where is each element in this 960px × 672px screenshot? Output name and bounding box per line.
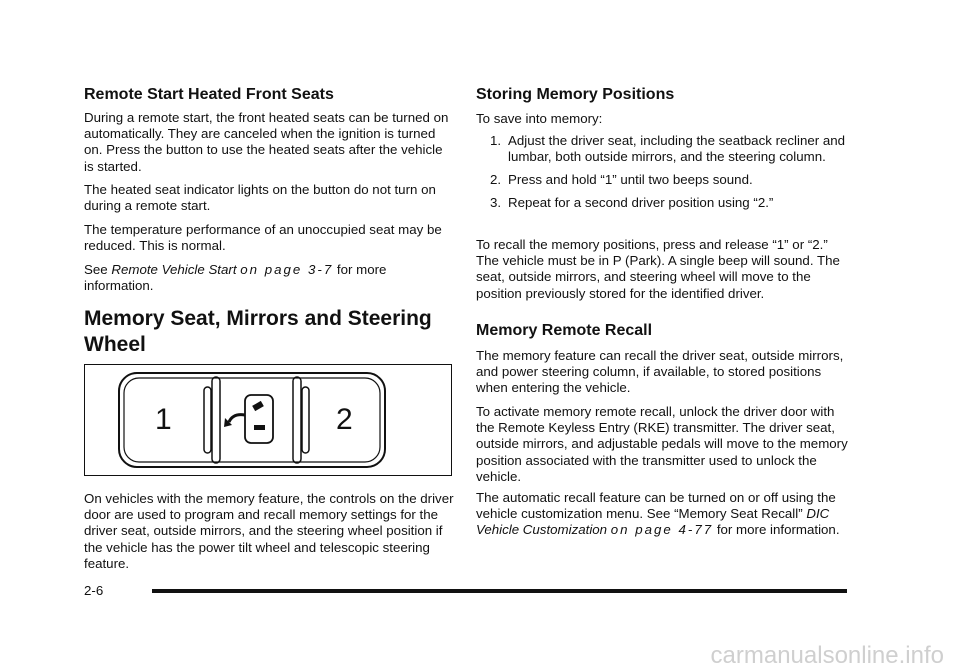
list-item <box>476 133 848 165</box>
storing-steps-list <box>476 133 848 217</box>
paragraph-automatic-recall <box>476 490 848 539</box>
memory-controls-figure <box>84 364 452 476</box>
see-rest-text: for more information. <box>84 262 387 294</box>
paragraph-see-reference <box>84 262 454 294</box>
paragraph-activate-remote-recall: To activate memory remote recall, unlock the driver door with the Remote Keyless Entry (RKE) transmitter. The driver seat, outside mirrors, and adjustable pedals will move to the memory position associated with the transmitter used to unlock the vehicle. <box>476 404 848 484</box>
automatic-recall-rest: for more information. <box>716 522 840 538</box>
divider-left-inner <box>212 377 220 463</box>
step-text: Repeat for a second driver position using “2.” <box>508 194 774 210</box>
reference-remote-vehicle-start[interactable]: Remote Vehicle Start <box>111 262 237 277</box>
exit-arrow-icon <box>229 415 245 422</box>
paragraph-remote-start-intro: During a remote start, the front heated seats can be turned on automatically. They are canceled when the ignition is turned on. Press the button to use the heated seats after the vehicle is started. <box>84 110 449 174</box>
seat-cushion-icon <box>254 425 265 430</box>
watermark: carmanualsonline.info <box>710 642 944 669</box>
step-number: 1. <box>490 133 502 148</box>
page-number: 2-6 <box>84 583 104 598</box>
paragraph-memory-feature-intro: On vehicles with the memory feature, the controls on the driver door are used to program and recall memory settings for the driver seat, outside mirrors, and the steering wheel position if the vehicle has the power tilt wheel and telescopic steering feature. <box>84 491 454 571</box>
step-text: Adjust the driver seat, including the seatback recliner and lumbar, both outside mirrors, and the steering column. <box>508 133 846 165</box>
divider-right-outer <box>302 387 309 453</box>
see-text: See <box>84 262 108 277</box>
seat-back-icon <box>252 401 264 411</box>
memory-controls-illustration <box>85 365 450 474</box>
paragraph-temperature-performance: The temperature performance of an unoccupied seat may be reduced. This is normal. <box>84 222 442 254</box>
paragraph-indicator-lights: The heated seat indicator lights on the button do not turn on during a remote start. <box>84 182 436 214</box>
list-item <box>476 195 848 211</box>
reference-dic-vehicle-customization[interactable]: DIC Vehicle Customization <box>476 506 830 538</box>
heading-storing-memory-positions: Storing Memory Positions <box>476 86 675 103</box>
button-1-label: 1 <box>155 403 172 436</box>
step-number: 3. <box>490 194 502 210</box>
paragraph-remote-recall-intro: The memory feature can recall the driver seat, outside mirrors, and power steering column, if available, to stored positions when entering the vehicle. <box>476 348 844 396</box>
divider-right-inner <box>293 377 301 463</box>
paragraph-recall-positions: To recall the memory positions, press and release “1” or “2.” The vehicle must be in P (Park). A single beep will sound. The seat, outside mirrors, and steering wheel will move to the position previously stored for the identified driver. <box>476 237 840 301</box>
paragraph-to-save: To save into memory: <box>476 111 603 126</box>
footer-rule <box>152 589 847 593</box>
automatic-recall-text: The automatic recall feature can be turned on or off using the vehicle customization menu. See “Memory Seat Recall” <box>476 490 836 522</box>
heading-memory-seat-mirrors-steering: Memory Seat, Mirrors and Steering Wheel <box>84 307 432 356</box>
button-2-label: 2 <box>336 403 353 436</box>
divider-left-outer <box>204 387 211 453</box>
reference-page-link[interactable]: on page 4-77 <box>610 522 714 538</box>
step-number: 2. <box>490 171 502 187</box>
list-item <box>476 172 848 188</box>
heading-memory-remote-recall: Memory Remote Recall <box>476 322 653 339</box>
heading-remote-start-heated-seats: Remote Start Heated Front Seats <box>84 86 334 103</box>
step-text: Press and hold “1” until two beeps sound. <box>508 171 753 187</box>
reference-page-link[interactable]: on page 3-7 <box>240 262 334 277</box>
